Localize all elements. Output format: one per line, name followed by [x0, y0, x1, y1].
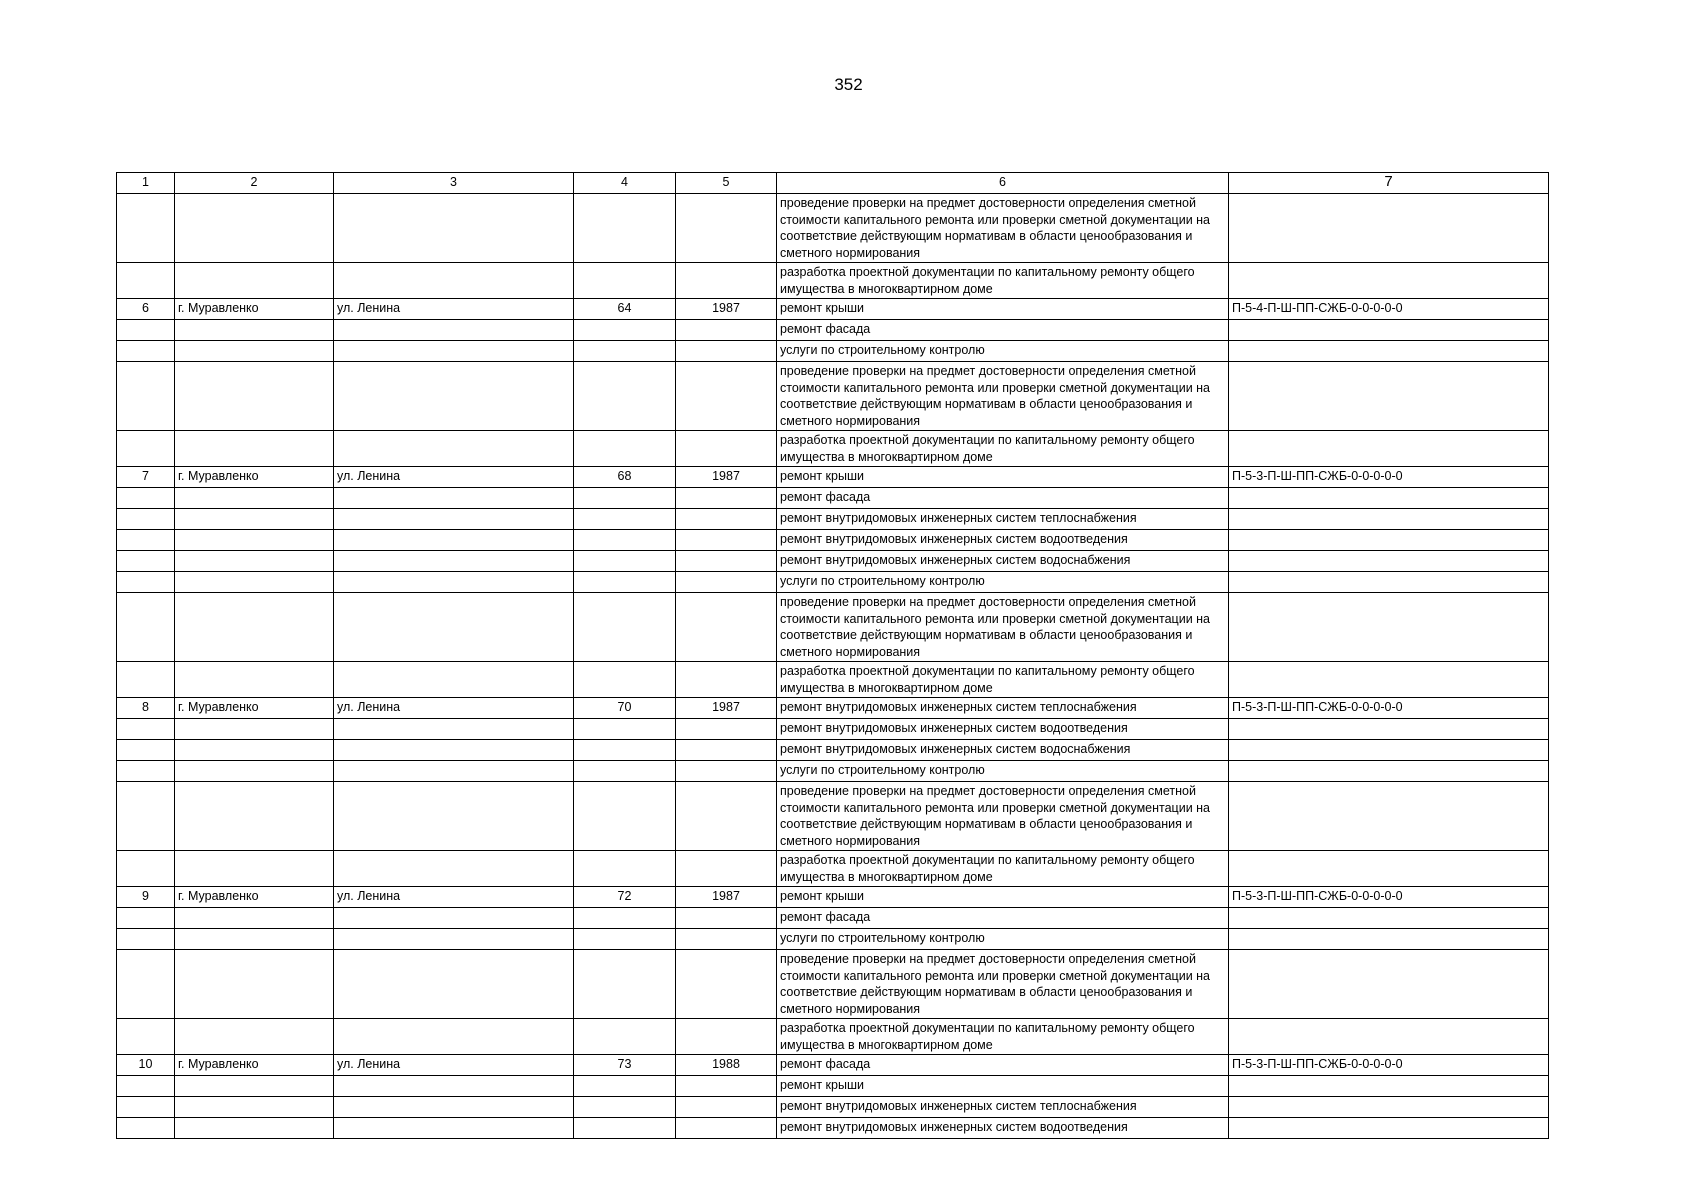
cell-work-type: проведение проверки на предмет достоверности определения сметной стоимости капитального ремонта или проверки сметной документации на соответствие действующим нормативам в области ценообразования и сметного нормирования [777, 593, 1229, 662]
cell-number [117, 362, 175, 431]
cell-street [334, 662, 574, 698]
cell-work-type: ремонт внутридомовых инженерных систем водоотведения [777, 1118, 1229, 1139]
cell-number [117, 929, 175, 950]
cell-code [1229, 662, 1549, 698]
cell-year [676, 851, 777, 887]
cell-year [676, 740, 777, 761]
cell-street [334, 431, 574, 467]
cell-year [676, 488, 777, 509]
table-row [117, 1076, 1549, 1097]
cell-street [334, 488, 574, 509]
cell-city [175, 908, 334, 929]
cell-number [117, 551, 175, 572]
cell-street [334, 740, 574, 761]
cell-city [175, 740, 334, 761]
cell-street: ул. Ленина [334, 1055, 574, 1076]
cell-number [117, 782, 175, 851]
cell-house [574, 740, 676, 761]
cell-work-type: ремонт внутридомовых инженерных систем водоснабжения [777, 551, 1229, 572]
table-row [117, 662, 1549, 698]
cell-year: 1987 [676, 698, 777, 719]
cell-number [117, 662, 175, 698]
table-row [117, 851, 1549, 887]
cell-house [574, 1019, 676, 1055]
cell-code [1229, 908, 1549, 929]
cell-work-type: проведение проверки на предмет достоверности определения сметной стоимости капитального ремонта или проверки сметной документации на соответствие действующим нормативам в области ценообразования и сметного нормирования [777, 194, 1229, 263]
cell-work-type: ремонт фасада [777, 1055, 1229, 1076]
table-row [117, 698, 1549, 719]
cell-code [1229, 719, 1549, 740]
cell-house [574, 1118, 676, 1139]
cell-year: 1987 [676, 467, 777, 488]
cell-street: ул. Ленина [334, 887, 574, 908]
cell-house: 73 [574, 1055, 676, 1076]
table-row [117, 719, 1549, 740]
cell-number [117, 1118, 175, 1139]
cell-house [574, 530, 676, 551]
cell-street [334, 551, 574, 572]
cell-number [117, 509, 175, 530]
cell-city [175, 719, 334, 740]
cell-city: г. Муравленко [175, 1055, 334, 1076]
cell-work-type: ремонт внутридомовых инженерных систем водоотведения [777, 530, 1229, 551]
cell-city [175, 1118, 334, 1139]
cell-code [1229, 509, 1549, 530]
cell-city [175, 194, 334, 263]
cell-street: ул. Ленина [334, 299, 574, 320]
cell-work-type: разработка проектной документации по капитальному ремонту общего имущества в многоквартирном доме [777, 662, 1229, 698]
cell-code [1229, 1019, 1549, 1055]
cell-number [117, 530, 175, 551]
cell-number [117, 341, 175, 362]
cell-work-type: разработка проектной документации по капитальному ремонту общего имущества в многоквартирном доме [777, 851, 1229, 887]
cell-city [175, 263, 334, 299]
cell-street [334, 929, 574, 950]
cell-number [117, 572, 175, 593]
cell-year [676, 1097, 777, 1118]
cell-number: 6 [117, 299, 175, 320]
table-row [117, 908, 1549, 929]
cell-house [574, 662, 676, 698]
cell-year [676, 782, 777, 851]
cell-city [175, 431, 334, 467]
cell-house [574, 194, 676, 263]
cell-code [1229, 488, 1549, 509]
cell-code [1229, 1076, 1549, 1097]
cell-house [574, 509, 676, 530]
cell-number: 8 [117, 698, 175, 719]
cell-work-type: ремонт фасада [777, 488, 1229, 509]
cell-year [676, 530, 777, 551]
table-row [117, 1019, 1549, 1055]
cell-house: 70 [574, 698, 676, 719]
table-row [117, 509, 1549, 530]
cell-year [676, 263, 777, 299]
cell-year [676, 551, 777, 572]
cell-city [175, 551, 334, 572]
cell-work-type: ремонт внутридомовых инженерных систем водоснабжения [777, 740, 1229, 761]
cell-year: 1987 [676, 299, 777, 320]
cell-city [175, 782, 334, 851]
header-row [117, 173, 1549, 194]
table-row [117, 341, 1549, 362]
cell-house [574, 341, 676, 362]
cell-city [175, 1076, 334, 1097]
cell-number [117, 740, 175, 761]
cell-code [1229, 740, 1549, 761]
cell-city [175, 929, 334, 950]
cell-work-type: услуги по строительному контролю [777, 341, 1229, 362]
column-header: 2 [175, 173, 334, 194]
cell-house [574, 719, 676, 740]
cell-street [334, 320, 574, 341]
cell-number [117, 194, 175, 263]
cell-code [1229, 341, 1549, 362]
cell-city [175, 509, 334, 530]
cell-code [1229, 431, 1549, 467]
cell-work-type: услуги по строительному контролю [777, 761, 1229, 782]
cell-city [175, 362, 334, 431]
cell-city [175, 1097, 334, 1118]
cell-code [1229, 950, 1549, 1019]
cell-code [1229, 572, 1549, 593]
cell-year [676, 431, 777, 467]
cell-house [574, 431, 676, 467]
cell-code [1229, 362, 1549, 431]
cell-house [574, 1097, 676, 1118]
table-row [117, 1097, 1549, 1118]
table-row [117, 467, 1549, 488]
column-header: 7 [1229, 173, 1549, 194]
cell-house: 64 [574, 299, 676, 320]
cell-number [117, 1097, 175, 1118]
cell-city [175, 851, 334, 887]
column-header: 5 [676, 173, 777, 194]
cell-street [334, 509, 574, 530]
cell-house: 72 [574, 887, 676, 908]
cell-city: г. Муравленко [175, 299, 334, 320]
cell-number [117, 593, 175, 662]
cell-street [334, 950, 574, 1019]
cell-street [334, 761, 574, 782]
cell-work-type: ремонт фасада [777, 320, 1229, 341]
cell-house [574, 362, 676, 431]
column-header: 1 [117, 173, 175, 194]
cell-year [676, 509, 777, 530]
cell-year [676, 593, 777, 662]
cell-code: П-5-3-П-Ш-ПП-СЖБ-0-0-0-0-0 [1229, 698, 1549, 719]
cell-code [1229, 1097, 1549, 1118]
table-row [117, 887, 1549, 908]
cell-work-type: ремонт внутридомовых инженерных систем теплоснабжения [777, 698, 1229, 719]
cell-street [334, 851, 574, 887]
cell-street: ул. Ленина [334, 467, 574, 488]
cell-code: П-5-3-П-Ш-ПП-СЖБ-0-0-0-0-0 [1229, 467, 1549, 488]
page-number: 352 [834, 75, 863, 94]
table-body [117, 173, 1549, 1139]
table-row [117, 194, 1549, 263]
cell-work-type: ремонт крыши [777, 467, 1229, 488]
cell-work-type: ремонт внутридомовых инженерных систем теплоснабжения [777, 1097, 1229, 1118]
cell-work-type: ремонт внутридомовых инженерных систем водоотведения [777, 719, 1229, 740]
cell-work-type: разработка проектной документации по капитальному ремонту общего имущества в многоквартирном доме [777, 1019, 1229, 1055]
cell-house [574, 263, 676, 299]
cell-house [574, 572, 676, 593]
cell-street [334, 362, 574, 431]
cell-number: 10 [117, 1055, 175, 1076]
cell-year [676, 719, 777, 740]
cell-code [1229, 320, 1549, 341]
cell-number [117, 320, 175, 341]
cell-number [117, 263, 175, 299]
cell-street [334, 194, 574, 263]
cell-work-type: проведение проверки на предмет достоверности определения сметной стоимости капитального ремонта или проверки сметной документации на соответствие действующим нормативам в области ценообразования и сметного нормирования [777, 950, 1229, 1019]
cell-work-type: ремонт фасада [777, 908, 1229, 929]
table-row [117, 263, 1549, 299]
cell-house [574, 908, 676, 929]
registry-table [116, 172, 1549, 1139]
cell-code [1229, 761, 1549, 782]
cell-year [676, 950, 777, 1019]
cell-code [1229, 851, 1549, 887]
cell-work-type: ремонт крыши [777, 1076, 1229, 1097]
cell-code [1229, 929, 1549, 950]
cell-street [334, 1076, 574, 1097]
cell-city [175, 530, 334, 551]
cell-city [175, 662, 334, 698]
cell-work-type: ремонт крыши [777, 299, 1229, 320]
table-row [117, 1118, 1549, 1139]
cell-number [117, 950, 175, 1019]
cell-year [676, 929, 777, 950]
cell-year [676, 341, 777, 362]
table-row [117, 551, 1549, 572]
table-row [117, 1055, 1549, 1076]
cell-work-type: разработка проектной документации по капитальному ремонту общего имущества в многоквартирном доме [777, 263, 1229, 299]
cell-street [334, 719, 574, 740]
cell-number [117, 851, 175, 887]
table-row [117, 782, 1549, 851]
cell-code [1229, 194, 1549, 263]
cell-year [676, 662, 777, 698]
cell-city [175, 1019, 334, 1055]
cell-street [334, 593, 574, 662]
table-row [117, 572, 1549, 593]
cell-year: 1988 [676, 1055, 777, 1076]
table-row [117, 362, 1549, 431]
table-row [117, 488, 1549, 509]
cell-street [334, 341, 574, 362]
cell-number [117, 1019, 175, 1055]
table-row [117, 431, 1549, 467]
cell-code [1229, 263, 1549, 299]
cell-street [334, 1118, 574, 1139]
table-row [117, 530, 1549, 551]
cell-year [676, 761, 777, 782]
cell-number [117, 908, 175, 929]
cell-number [117, 488, 175, 509]
cell-street [334, 572, 574, 593]
cell-street [334, 263, 574, 299]
cell-year [676, 320, 777, 341]
cell-house [574, 593, 676, 662]
column-header: 4 [574, 173, 676, 194]
cell-number [117, 719, 175, 740]
cell-street [334, 530, 574, 551]
table-row [117, 950, 1549, 1019]
cell-number [117, 431, 175, 467]
cell-number: 9 [117, 887, 175, 908]
cell-house [574, 929, 676, 950]
cell-street [334, 908, 574, 929]
cell-code [1229, 782, 1549, 851]
cell-city: г. Муравленко [175, 467, 334, 488]
cell-house [574, 551, 676, 572]
cell-city: г. Муравленко [175, 698, 334, 719]
cell-house [574, 1076, 676, 1097]
cell-year [676, 908, 777, 929]
cell-street [334, 782, 574, 851]
cell-street [334, 1019, 574, 1055]
table-row [117, 761, 1549, 782]
cell-house [574, 851, 676, 887]
table-row [117, 929, 1549, 950]
cell-house [574, 782, 676, 851]
column-header: 3 [334, 173, 574, 194]
cell-code [1229, 530, 1549, 551]
cell-code: П-5-4-П-Ш-ПП-СЖБ-0-0-0-0-0 [1229, 299, 1549, 320]
cell-house: 68 [574, 467, 676, 488]
cell-city [175, 593, 334, 662]
cell-city: г. Муравленко [175, 887, 334, 908]
table-row [117, 593, 1549, 662]
cell-year: 1987 [676, 887, 777, 908]
cell-city [175, 572, 334, 593]
cell-city [175, 761, 334, 782]
cell-work-type: ремонт внутридомовых инженерных систем теплоснабжения [777, 509, 1229, 530]
cell-city [175, 950, 334, 1019]
cell-year [676, 1019, 777, 1055]
cell-year [676, 194, 777, 263]
cell-city [175, 488, 334, 509]
cell-year [676, 572, 777, 593]
cell-work-type: проведение проверки на предмет достоверности определения сметной стоимости капитального ремонта или проверки сметной документации на соответствие действующим нормативам в области ценообразования и сметного нормирования [777, 782, 1229, 851]
table-row [117, 320, 1549, 341]
cell-number [117, 761, 175, 782]
cell-house [574, 761, 676, 782]
cell-house [574, 950, 676, 1019]
cell-year [676, 1118, 777, 1139]
cell-number [117, 1076, 175, 1097]
cell-code [1229, 551, 1549, 572]
cell-year [676, 1076, 777, 1097]
cell-number: 7 [117, 467, 175, 488]
cell-code: П-5-3-П-Ш-ПП-СЖБ-0-0-0-0-0 [1229, 1055, 1549, 1076]
column-header: 6 [777, 173, 1229, 194]
cell-city [175, 341, 334, 362]
cell-work-type: ремонт крыши [777, 887, 1229, 908]
cell-code: П-5-3-П-Ш-ПП-СЖБ-0-0-0-0-0 [1229, 887, 1549, 908]
cell-year [676, 362, 777, 431]
cell-city [175, 320, 334, 341]
table-row [117, 740, 1549, 761]
cell-work-type: проведение проверки на предмет достоверности определения сметной стоимости капитального ремонта или проверки сметной документации на соответствие действующим нормативам в области ценообразования и сметного нормирования [777, 362, 1229, 431]
cell-street: ул. Ленина [334, 698, 574, 719]
cell-work-type: разработка проектной документации по капитальному ремонту общего имущества в многоквартирном доме [777, 431, 1229, 467]
cell-code [1229, 593, 1549, 662]
cell-house [574, 488, 676, 509]
table-row [117, 299, 1549, 320]
cell-work-type: услуги по строительному контролю [777, 572, 1229, 593]
cell-street [334, 1097, 574, 1118]
cell-work-type: услуги по строительному контролю [777, 929, 1229, 950]
cell-code [1229, 1118, 1549, 1139]
cell-house [574, 320, 676, 341]
